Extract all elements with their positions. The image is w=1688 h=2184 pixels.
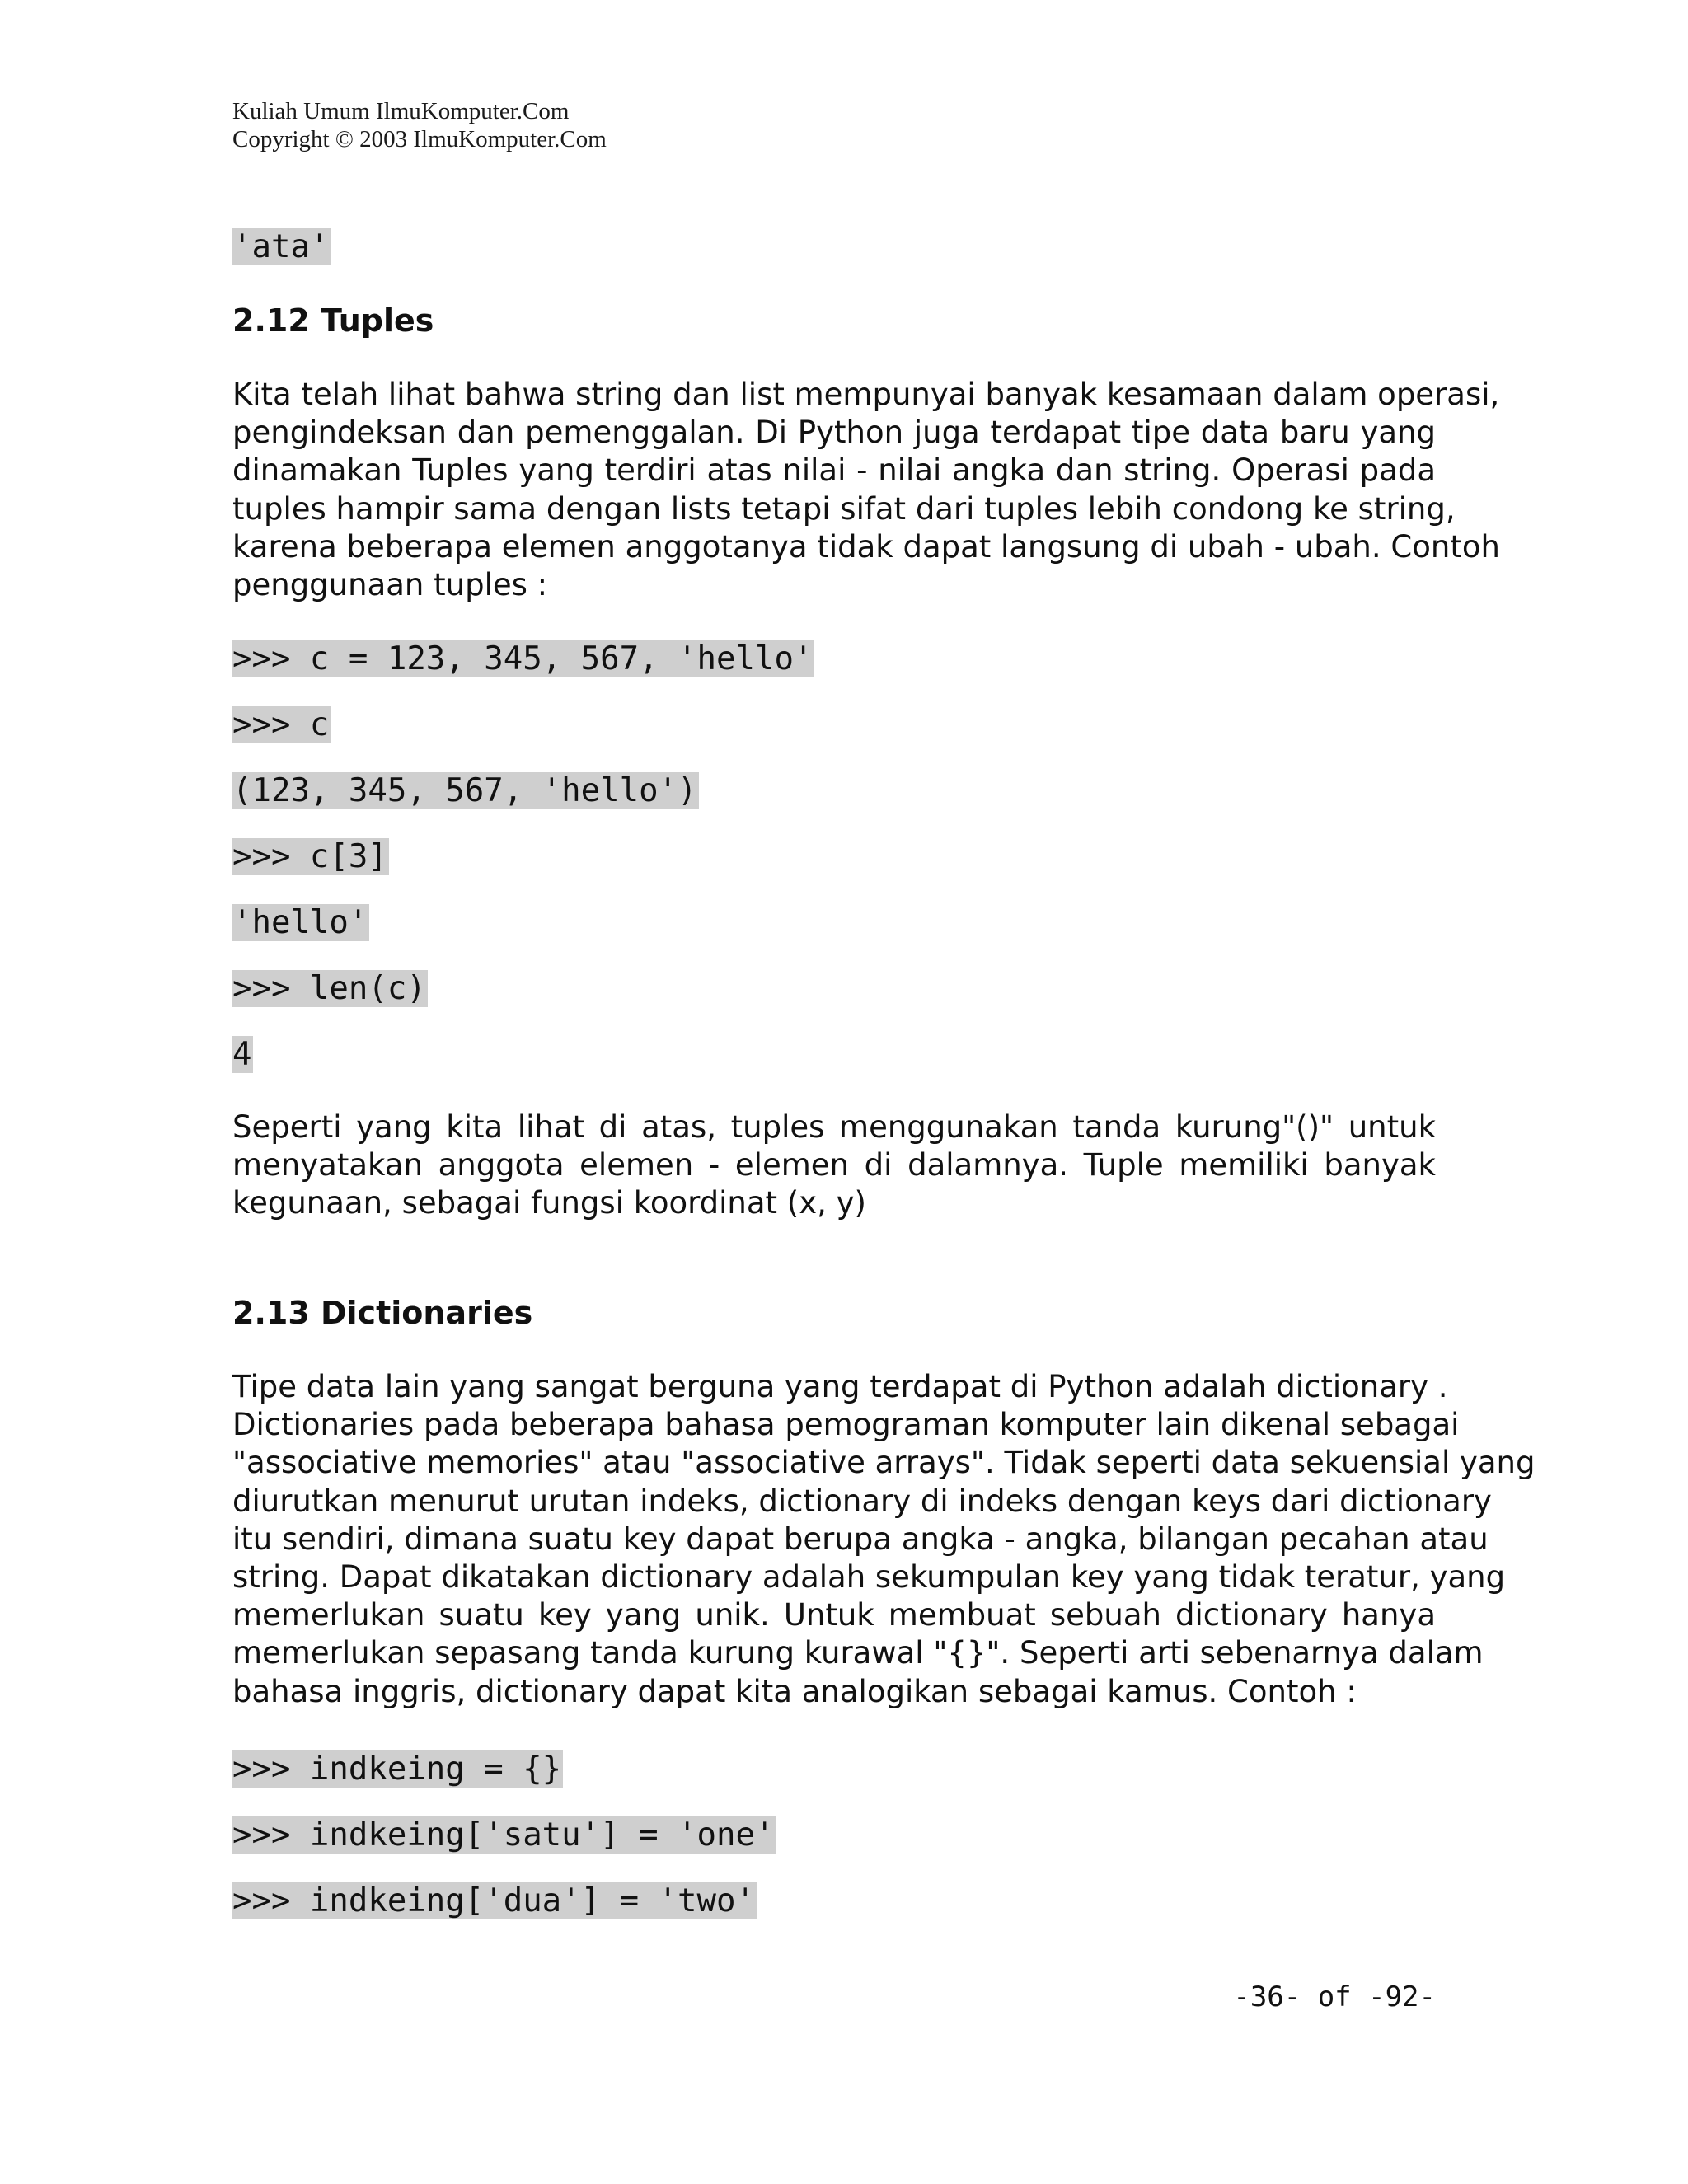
header-copyright: Copyright © 2003 IlmuKomputer.Com — [232, 126, 607, 152]
paragraph-line: Kita telah lihat bahwa string dan list mempunyai banyak kesamaan dalam operasi, — [232, 377, 1500, 412]
paragraph-line: memerlukan suatu key yang unik. Untuk membuat sebuah dictionary hanya — [232, 1597, 1436, 1633]
section-heading-dictionaries: 2.13 Dictionaries — [232, 1295, 533, 1331]
tuples-paragraph — [232, 376, 1500, 604]
paragraph-line: dinamakan Tuples yang terdiri atas nilai - nilai angka dan string. Operasi pada — [232, 452, 1436, 489]
code-line-ata: 'ata' — [232, 228, 330, 265]
paragraph-line: menyatakan anggota elemen - elemen di dalamnya. Tuple memiliki banyak — [232, 1147, 1436, 1183]
code-line: >>> len(c) — [232, 970, 426, 1007]
paragraph-line: memerlukan sepasang tanda kurung kurawal "{}". Seperti arti sebenarnya dalam — [232, 1635, 1484, 1671]
paragraph-line: Seperti yang kita lihat di atas, tuples menggunakan tanda kurung"()" untuk — [232, 1109, 1436, 1145]
paragraph-line: tuples hampir sama dengan lists tetapi sifat dari tuples lebih condong ke string, — [232, 490, 1456, 527]
page-number: -36- of -92- — [1233, 1980, 1436, 2013]
code-line: >>> c — [232, 706, 330, 743]
paragraph-line: itu sendiri, dimana suatu key dapat berupa angka - angka, bilangan pecahan atau — [232, 1521, 1489, 1557]
code-line: >>> indkeing['satu'] = 'one' — [232, 1816, 775, 1854]
paragraph-line: Tipe data lain yang sangat berguna yang terdapat di Python adalah dictionary . — [232, 1369, 1448, 1404]
paragraph-line: string. Dapat dikatakan dictionary adalah sekumpulan key yang tidak teratur, yang — [232, 1558, 1506, 1595]
paragraph-line: Dictionaries pada beberapa bahasa pemograman komputer lain dikenal sebagai — [232, 1407, 1460, 1443]
paragraph-line: kegunaan, sebagai fungsi koordinat (x, y) — [232, 1185, 866, 1221]
code-line: >>> indkeing = {} — [232, 1750, 562, 1788]
paragraph-line: diurutkan menurut urutan indeks, dictionary di indeks dengan keys dari dictionary — [232, 1483, 1492, 1519]
code-line: >>> indkeing['dua'] = 'two' — [232, 1882, 755, 1919]
section-heading-tuples: 2.12 Tuples — [232, 302, 434, 339]
code-line: 4 — [232, 1036, 252, 1073]
code-line: >>> c = 123, 345, 567, 'hello' — [232, 640, 814, 677]
dictionaries-paragraph — [232, 1368, 1536, 1711]
code-line: 'hello' — [232, 904, 368, 941]
paragraph-line: bahasa inggris, dictionary dapat kita analogikan sebagai kamus. Contoh : — [232, 1673, 1357, 1709]
page-header — [232, 97, 607, 153]
paragraph-line: karena beberapa elemen anggotanya tidak dapat langsung di ubah - ubah. Contoh — [232, 528, 1500, 565]
header-course-title: Kuliah Umum IlmuKomputer.Com — [232, 98, 570, 124]
code-line: >>> c[3] — [232, 838, 387, 875]
code-line: (123, 345, 567, 'hello') — [232, 772, 697, 809]
paragraph-line: "associative memories" atau "associative arrays". Tidak seperti data sekuensial yang — [232, 1445, 1536, 1481]
tuples-paragraph-2 — [232, 1108, 1436, 1223]
paragraph-line: pengindeksan dan pemenggalan. Di Python juga terdapat tipe data baru yang — [232, 415, 1436, 451]
paragraph-line: penggunaan tuples : — [232, 566, 548, 602]
